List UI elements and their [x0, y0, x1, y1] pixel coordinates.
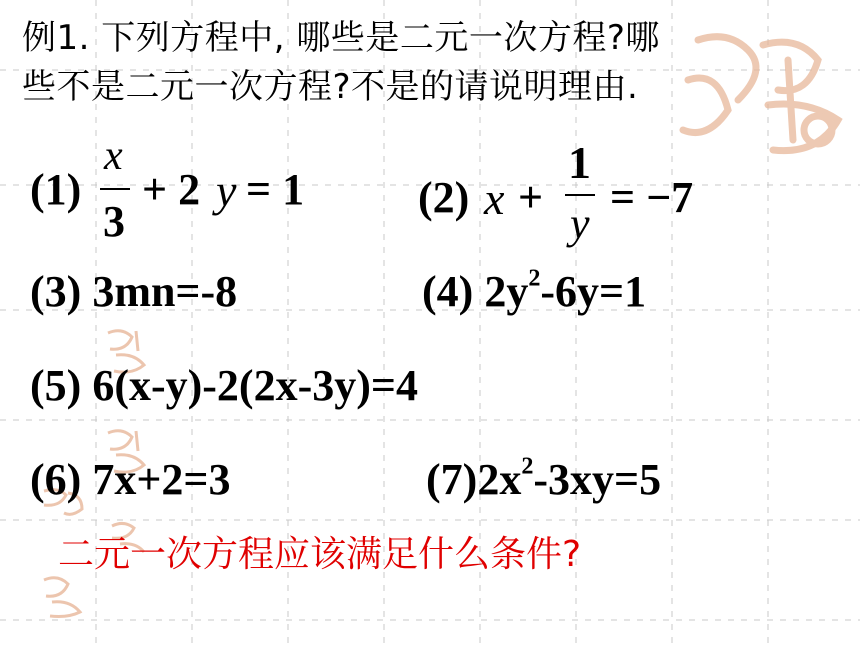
equation-7-body-b: -3xy=5	[533, 455, 662, 504]
equation-3-label: (3)	[30, 267, 82, 316]
question-text	[22, 14, 842, 112]
seal-stamp-small-4	[38, 572, 86, 620]
equation-1-rhs: = 1	[246, 165, 305, 214]
equation-7	[426, 454, 661, 505]
equation-2-rhs: = −7	[610, 173, 694, 222]
equation-6	[30, 454, 230, 505]
equation-2-variable: x	[484, 173, 505, 224]
equation-1-fraction-bar	[100, 188, 130, 190]
equation-2-label: (2)	[418, 173, 470, 222]
equation-5-body: 6(x-y)-2(2x-3y)=4	[92, 361, 418, 410]
equation-3	[30, 266, 237, 317]
equation-1-middle: + 2	[142, 165, 201, 214]
equation-5-label: (5)	[30, 361, 82, 410]
equation-1-label: (1)	[30, 165, 82, 214]
equation-4-exponent: 2	[528, 264, 541, 292]
equation-6-body: 7x+2=3	[92, 455, 231, 504]
equation-1-denominator: 3	[103, 197, 125, 246]
equation-5	[30, 360, 418, 411]
equation-1-numerator: x	[104, 133, 123, 179]
discussion-prompt: 二元一次方程应该满足什么条件?	[58, 534, 582, 575]
equation-4-body-b: -6y=1	[540, 267, 647, 316]
equation-2-plus: +	[518, 173, 544, 222]
equation-4	[422, 266, 646, 317]
equation-6-label: (6)	[30, 455, 82, 504]
equation-2-fraction-bar	[565, 194, 595, 196]
equation-4-label: (4)	[422, 267, 474, 316]
question-line-2: 些不是二元一次方程?不是的请说明理由.	[22, 67, 639, 107]
equation-3-body: 3mn=-8	[92, 267, 238, 316]
equation-7-body-a: 2x	[477, 455, 522, 504]
equation-7-label: (7)	[426, 455, 478, 504]
equation-7-exponent: 2	[521, 452, 534, 480]
equation-2-numerator: 1	[568, 137, 591, 188]
equation-1-variable: y	[216, 165, 237, 216]
equation-2-denominator: y	[570, 199, 590, 248]
equation-4-body-a: 2y	[484, 267, 529, 316]
question-line-1: 例1. 下列方程中, 哪些是二元一次方程?哪	[22, 18, 660, 58]
